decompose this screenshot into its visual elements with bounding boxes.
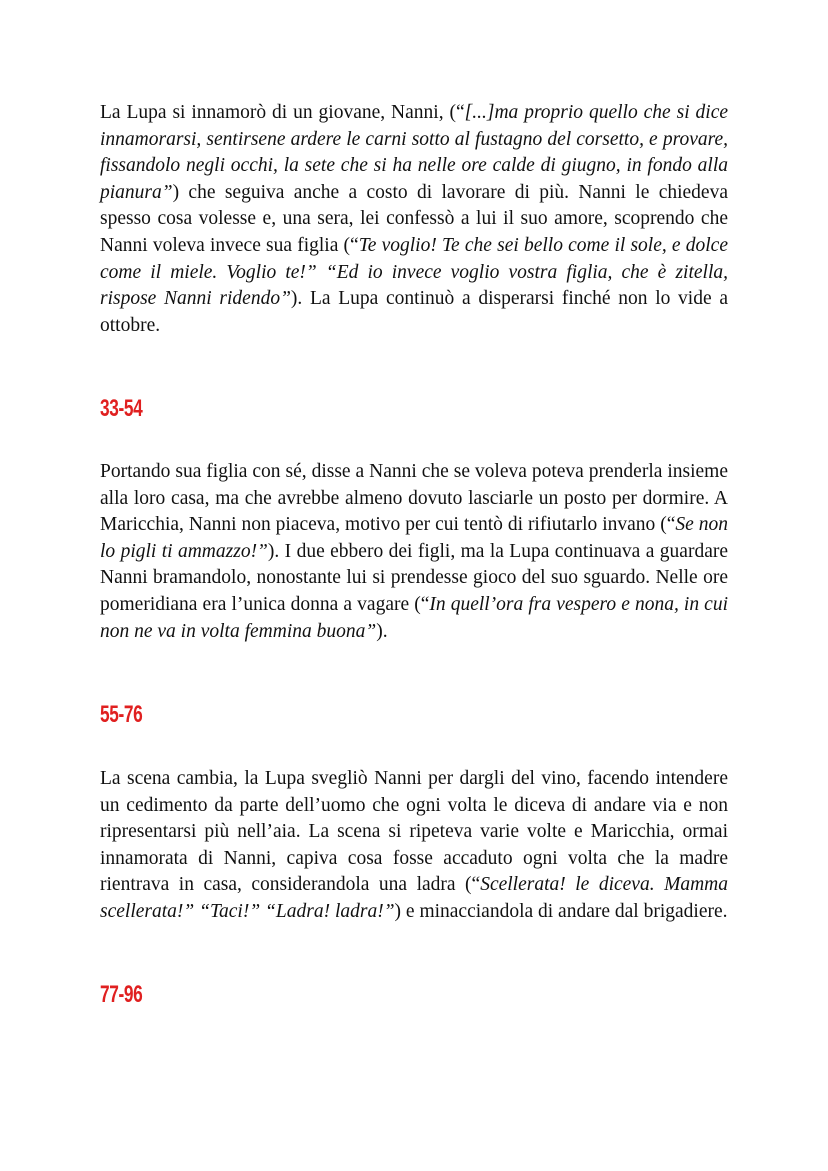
section-heading-55-76: 55-76 xyxy=(100,701,143,728)
paragraph-1-run-1: La Lupa si innamorò di un giovane, Nanni, (“ xyxy=(100,102,465,123)
paragraph-3-run-2: ) e minacciandola di andare dal brigadiere. xyxy=(394,900,728,922)
paragraph-2 xyxy=(100,459,728,645)
paragraph-3-quote-1: Scellerata! le diceva. Mamma scellerata!” “Taci!” “Ladra! ladra!” xyxy=(100,874,728,922)
paragraph-2-quote-2: In quell’ora fra vespero e nona, in cui non ne va in volta femmina buona” xyxy=(100,593,728,642)
paragraph-1-quote-1: [...]ma proprio quello che si dice innamorarsi, sentirsene ardere le carni sotto al fustagno del corsetto, e provare, fissandolo negli occhi, la sete che si ha nelle ore calde di giugno, in fondo alla pianura” xyxy=(100,102,728,203)
paragraph-3 xyxy=(100,766,728,926)
paragraph-2-run-3: ). xyxy=(376,620,388,642)
paragraph-1-quote-2: Te voglio! Te che sei bello come il sole, e dolce come il miele. Voglio te!” “Ed io invece voglio vostra figlia, che è zitella, rispose Nanni ridendo” xyxy=(100,234,728,310)
paragraph-2-run-1: Portando sua figlia con sé, disse a Nanni che se voleva poteva prenderla insieme alla loro casa, ma che avrebbe almeno dovuto lasciarle un posto per dormire. A Maricchia, Nanni non piaceva, motivo per cui tentò di rifiutarlo invano (“ xyxy=(100,461,728,536)
paragraph-3-run-1: La scena cambia, la Lupa svegliò Nanni per dargli del vino, facendo intendere un cedimento da parte dell’uomo che ogni volta le diceva di andare via e non ripresentarsi più nell’aia. La scena si ripeteva varie volte e Maricchia, ormai innamorata di Nanni, capiva cosa fosse accaduto ogni volta che la madre rientrava in casa, considerandola una ladra (“ xyxy=(100,768,728,896)
section-heading-33-54: 33-54 xyxy=(100,395,143,422)
paragraph-2-quote-1: Se non lo pigli ti ammazzo!” xyxy=(100,514,728,562)
paragraph-1-run-2: ) che seguiva anche a costo di lavorare di più. Nanni le chiedeva spesso cosa volesse e, una sera, lei confessò a lui il suo amore, scoprendo che Nanni voleva invece sua figlia (“ xyxy=(100,181,728,256)
paragraph-1-run-3: ). La Lupa continuò a disperarsi finché non lo vide a ottobre. xyxy=(100,288,728,336)
paragraph-1 xyxy=(100,100,728,339)
section-heading-77-96: 77-96 xyxy=(100,981,143,1008)
paragraph-2-run-2: ). I due ebbero dei figli, ma la Lupa continuava a guardare Nanni bramandolo, nonostante lui si prendesse gioco del suo sguardo. Nelle ore pomeridiana era l’unica donna a vagare (“ xyxy=(100,540,728,615)
